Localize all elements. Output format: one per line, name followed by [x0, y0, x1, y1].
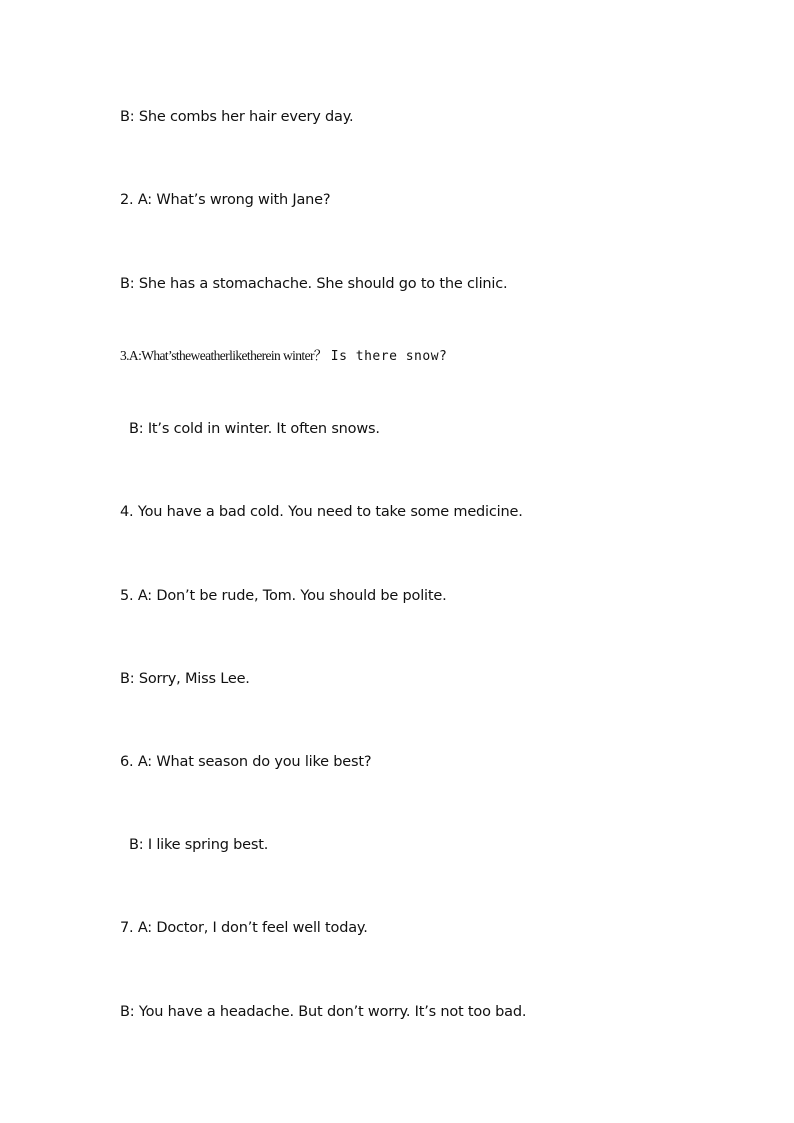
line-b-spring: B: I like spring best.: [129, 837, 269, 853]
line-7a-doctor: 7. A: Doctor, I don’t feel well today.: [120, 920, 368, 936]
line-3a-weather: [120, 346, 447, 367]
line-3a-question-part1: 3.A:What’stheweatherliketherein winter？: [120, 348, 327, 363]
line-5a-dont-be-rude: 5. A: Don’t be rude, Tom. You should be polite.: [120, 588, 447, 604]
line-b-sorry: B: Sorry, Miss Lee.: [120, 671, 250, 687]
line-b-stomachache: B: She has a stomachache. She should go to the clinic.: [120, 276, 508, 292]
line-4-bad-cold: 4. You have a bad cold. You need to take some medicine.: [120, 504, 523, 520]
line-3a-question-part2: Is there snow?: [330, 349, 448, 364]
line-b-combs-hair: B: She combs her hair every day.: [120, 109, 354, 125]
line-2a-wrong-with-jane: 2. A: What’s wrong with Jane?: [120, 192, 331, 208]
line-b-headache: B: You have a headache. But don’t worry. It’s not too bad.: [120, 1004, 527, 1020]
line-b-cold-in-winter: B: It’s cold in winter. It often snows.: [129, 421, 380, 437]
line-6a-season: 6. A: What season do you like best?: [120, 754, 372, 770]
